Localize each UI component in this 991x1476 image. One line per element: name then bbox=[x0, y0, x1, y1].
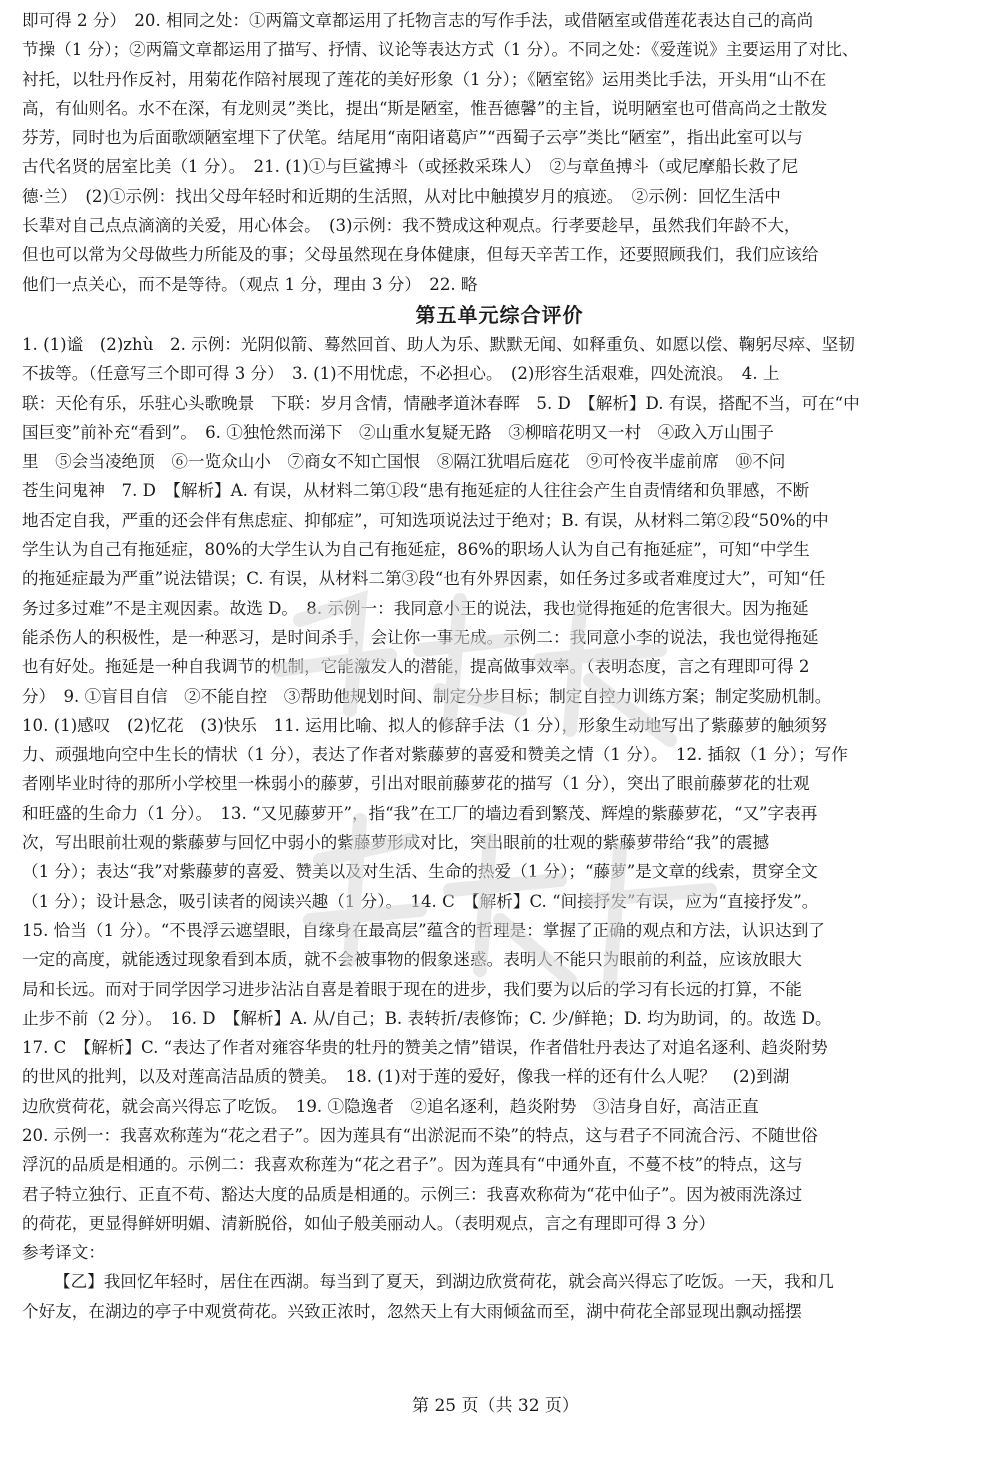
text-line: 17. C 【解析】C. “表达了作者对雍容华贵的牡丹的赞美之情”错误，作者借牡丹表达了对追名逐利、趋炎附势 bbox=[22, 1038, 828, 1058]
text-line: 分） 9. ①盲目自信 ②不能自控 ③帮助他规划时间、制定分步目标；制定自控力训练方案；制定奖励机制。 bbox=[22, 686, 832, 706]
text-line: 苍生问鬼神 7. D 【解析】A. 有误，从材料二第①段“患有拖延症的人往往会产生自责情绪和负罪感，不断 bbox=[22, 481, 810, 501]
text-line: 力、顽强地向空中生长的情状（1 分），表达了作者对紫藤萝的喜爱和赞美之情（1 分）。 12. 插叙（1 分）；写作 bbox=[22, 745, 848, 765]
text-line: 次，写出眼前壮观的紫藤萝与回忆中弱小的紫藤萝形成对比，突出眼前的壮观的紫藤萝带给“我”的震撼 bbox=[22, 833, 770, 853]
text-line: 不拔等。（任意写三个即可得 3 分） 3. (1)不用忧虑，不必担心。 (2)形容生活艰难，四处流浪。 4. 上 bbox=[22, 364, 780, 384]
text-line: 国巨变”前补充“看到”。 6. ①独怆然而涕下 ②山重水复疑无路 ③柳暗花明又一村 ④政入万山围子 bbox=[22, 422, 774, 442]
text-line: 20. 示例一：我喜欢称莲为“花之君子”。因为莲具有“出淤泥而不染”的特点，这与君子不同流合污、不随世俗 bbox=[22, 1125, 818, 1145]
text-line: 君子特立独行、正直不苟、豁达大度的品质是相通的。示例三：我喜欢称荷为“花中仙子”。因为被雨洗涤过 bbox=[22, 1184, 803, 1204]
text-line: 芬芳，同时也为后面歌颂陋室埋下了伏笔。结尾用“南阳诸葛庐”“西蜀子云亭”类比“陋室”，指出此室可以与 bbox=[22, 128, 804, 148]
answer-block-previous-unit bbox=[22, 6, 977, 299]
text-line: 节操（1 分）；②两篇文章都运用了描写、抒情、议论等表达方式（1 分）。不同之处：《爱莲说》主要运用了对比、 bbox=[22, 40, 859, 60]
text-line: 1. (1)谧 (2)zhù 2. 示例：光阴似箭、蓦然回首、助人为乐、默默无闻、如释重负、如愿以偿、鞠躬尽瘁、坚韧 bbox=[22, 334, 855, 354]
text-line: 止步不前（2 分）。 16. D 【解析】A. 从/自己；B. 表转折/表修饰；C. 少/鲜艳；D. 均为助词，的。故选 D。 bbox=[22, 1008, 832, 1028]
text-line: 里 ⑤会当凌绝顶 ⑥一览众山小 ⑦商女不知亡国恨 ⑧隔江犹唱后庭花 ⑨可怜夜半虚前席 ⑩不问 bbox=[22, 452, 786, 472]
text-line: 浮沉的品质是相通的。示例二：我喜欢称莲为“花之君子”。因为莲具有“中通外直，不蔓不枝”的特点，这与 bbox=[22, 1155, 803, 1175]
text-line: 务过多过难”不是主观因素。故选 D。 8. 示例一：我同意小王的说法，我也觉得拖延的危害很大。因为拖延 bbox=[22, 598, 809, 618]
text-line: 即可得 2 分） 20. 相同之处：①两篇文章都运用了托物言志的写作手法，或借陋室或借莲花表达自己的高尚 bbox=[22, 11, 814, 30]
page-number: 第 25 页（共 32 页） bbox=[412, 1396, 579, 1416]
answer-block-unit-five bbox=[22, 330, 977, 1326]
section-title: 第五单元综合评价 bbox=[415, 302, 584, 327]
text-line: （1 分）；表达“我”对紫藤萝的喜爱、赞美以及对生活、生命的热爱（1 分）；“藤萝”是文章的线索，贯穿全文 bbox=[22, 862, 818, 882]
text-line: 学生认为自己有拖延症，80%的大学生认为自己有拖延症，86%的职场人认为自己有拖延症”，可知“中学生 bbox=[22, 540, 810, 560]
text-line: 长辈对自己点点滴滴的关爱，用心体会。 (3)示例：我不赞成这种观点。行孝要趁早，虽然我们年龄不大， bbox=[22, 216, 801, 236]
text-line: 地否定自我，严重的还会伴有焦虑症、抑郁症”，可知选项说法过于绝对；B. 有误，从材料二第②段“50%的中 bbox=[22, 510, 829, 530]
translation-line: 个好友，在湖边的亭子中观赏荷花。兴致正浓时，忽然天上有大雨倾盆而至，湖中荷花全部显现出飘动摇摆 bbox=[22, 1301, 802, 1321]
text-line: 边欣赏荷花，就会高兴得忘了吃饭。 19. ①隐逸者 ②追名逐利，趋炎附势 ③洁身自好，高洁正直 bbox=[22, 1096, 759, 1116]
translation-line: 【乙】我回忆年轻时，居住在西湖。每当到了夏天，到湖边欣赏荷花，就会高兴得忘了吃饭。一天，我和几 bbox=[54, 1272, 834, 1292]
text-line: 10. (1)感叹 (2)忆花 (3)快乐 11. 运用比喻、拟人的修辞手法（1 分），形象生动地写出了紫藤萝的触须努 bbox=[22, 715, 828, 735]
text-line: 高，有仙则名。水不在深，有龙则灵”类比，提出“斯是陋室，惟吾德馨”的主旨，说明陋室也可借高尚之士散发 bbox=[22, 98, 828, 118]
text-line: 古代名贤的居室比美（1 分）。 21. (1)①与巨鲨搏斗（或拯救采珠人） ②与章鱼搏斗（或尼摩船长救了尼 bbox=[22, 157, 799, 177]
text-line: 的世风的批判，以及对莲高洁品质的赞美。 18. (1)对于莲的爱好，像我一样的还有什么人呢？ (2)到湖 bbox=[22, 1067, 790, 1087]
text-line: （1 分）；设计悬念，吸引读者的阅读兴趣（1 分）。 14. C 【解析】C. “间接抒发”有误，应为“直接抒发”。 bbox=[22, 891, 819, 911]
text-line: 一定的高度，就能透过现象看到本质，就不会被事物的假象迷惑。表明人不能只为眼前的利益，应该放眼大 bbox=[22, 950, 802, 970]
text-line: 的荷花，更显得鲜妍明媚、清新脱俗，如仙子般美丽动人。（表明观点，言之有理即可得 3 分） bbox=[22, 1213, 716, 1233]
text-line: 也有好处。拖延是一种自我调节的机制，它能激发人的潜能，提高做事效率。（表明态度，言之有理即可得 2 bbox=[22, 657, 810, 677]
text-line: 者刚毕业时待的那所小学校里一株弱小的藤萝，引出对眼前藤萝花的描写（1 分），突出了眼前藤萝花的壮观 bbox=[22, 774, 810, 794]
text-line: 他们一点关心，而不是等待。（观点 1 分，理由 3 分） 22. 略 bbox=[22, 274, 478, 294]
text-line: 联：天伦有乐，乐驻心头歌晚景 下联：岁月含情，情融孝道沐春晖 5. D 【解析】D. 有误，搭配不当，可在“中 bbox=[22, 393, 860, 413]
text-line: 参考译文： bbox=[22, 1243, 105, 1263]
text-line: 局和长远。而对于同学因学习进步沾沾自喜是着眼于现在的进步，我们要为以后的学习有长远的打算，不能 bbox=[22, 979, 802, 999]
text-line: 德·兰） (2)①示例：找出父母年轻时和近期的生活照，从对比中触摸岁月的痕迹。 ②示例：回忆生活中 bbox=[22, 186, 781, 206]
text-line: 15. 恰当（1 分）。“不畏浮云遮望眼，自缘身在最高层”蕴含的哲理是：掌握了正确的观点和方法，认识达到了 bbox=[22, 920, 825, 940]
text-line: 但也可以常为父母做些力所能及的事；父母虽然现在身体健康，但每天辛苦工作，还要照顾我们，我们应该给 bbox=[22, 245, 819, 265]
text-line: 和旺盛的生命力（1 分）。 13. “又见藤萝开”，指“我”在工厂的墙边看到繁茂、辉煌的紫藤萝花，“又”字表再 bbox=[22, 803, 818, 823]
text-line: 衬托，以牡丹作反衬，用菊花作陪衬展现了莲花的美好形象（1 分）；《陋室铭》运用类比手法，开头用“山不在 bbox=[22, 69, 827, 89]
text-line: 能杀伤人的积极性，是一种恶习，是时间杀手，会让你一事无成。示例二：我同意小李的说法，我也觉得拖延 bbox=[22, 627, 819, 647]
text-line: 的拖延症最为严重”说法错误；C. 有误，从材料二第③段“也有外界因素，如任务过多或者难度过大”，可知“任 bbox=[22, 569, 826, 589]
